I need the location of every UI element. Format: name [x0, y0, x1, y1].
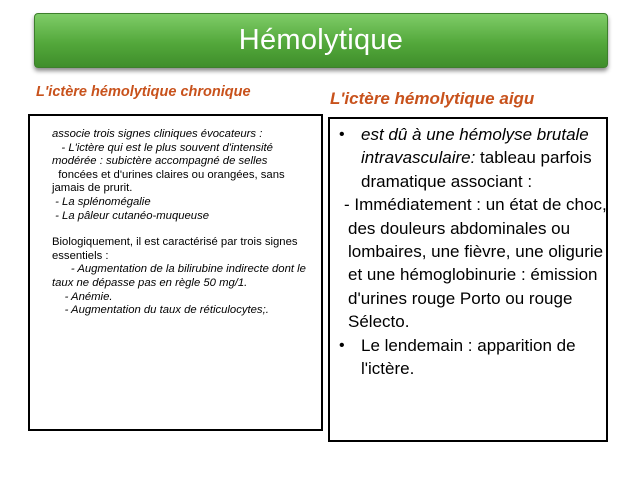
chronic-heading: L'ictère hémolytique chronique — [36, 84, 251, 100]
sign-paleur: - La pâleur cutanéo-muqueuse — [52, 209, 210, 222]
acute-symptoms: - Immédiatement : un état de choc, des douleurs abdominales ou lombaires, une fièvre, une oligurie et une hémoglobinurie : émission d'urines rouge Porto ou rouge Sélecto. — [344, 195, 607, 332]
bio-bilirubine: - Augmentation de la bilirubine indirecte dont le taux ne dépasse pas en règle 50 mg/1. — [52, 263, 310, 289]
bullet-icon: • — [339, 336, 345, 354]
list-item — [336, 123, 608, 193]
sign-ictere: - L'ictère qui est le plus souvent d'intensité modérée : subictère accompagné de selles — [52, 141, 277, 168]
intro-line: associe trois signes cliniques évocateurs : — [52, 128, 263, 140]
acute-heading: L'ictère hémolytique aigu — [330, 89, 535, 108]
chronic-text — [52, 128, 320, 318]
bio-reticulocytes: - Augmentation du taux de réticulocytes;. — [52, 304, 269, 317]
acute-cause: est dû à une hémolyse brutale intravasculaire: — [361, 125, 589, 168]
acute-box — [328, 117, 608, 442]
bio-anemie: - Anémie. — [52, 290, 113, 303]
sign-splenomegalie: - La splénomégalie — [52, 195, 151, 208]
acute-lendemain: Le lendemain : apparition de l'ictère. — [361, 335, 576, 379]
chronic-box — [28, 114, 323, 431]
bio-intro: Biologiquement, il est caractérisé par trois signes essentiels : — [52, 236, 298, 262]
list-item — [336, 334, 608, 381]
sign-ictere-cont: foncées et d'urines claires ou orangées, sans jamais de prurit. — [52, 168, 288, 195]
acute-tableau: tableau parfois dramatique associant : — [361, 148, 592, 191]
slide-title: Hémolytique — [238, 24, 404, 56]
acute-list — [336, 123, 608, 380]
bullet-icon: • — [339, 126, 345, 143]
title-banner — [34, 13, 608, 68]
